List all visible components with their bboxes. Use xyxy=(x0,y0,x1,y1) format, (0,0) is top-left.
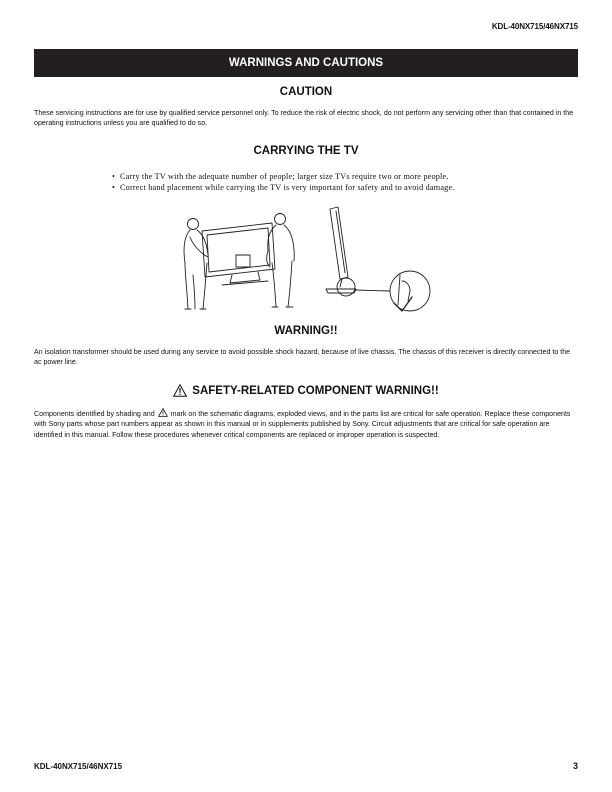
bullet-dot-icon: • xyxy=(112,183,116,193)
footer-model-number: KDL-40NX715/46NX715 xyxy=(34,762,123,771)
section-title: WARNINGS AND CAUTIONS xyxy=(228,57,384,69)
carrying-heading: CARRYING THE TV xyxy=(253,145,359,157)
warning-triangle-icon xyxy=(173,384,187,397)
carrying-bullet-1-text: Carry the TV with the adequate number of people; larger size TVs require two or more people. xyxy=(120,172,449,181)
carrying-bullet-2 xyxy=(112,182,490,193)
caution-text: These servicing instructions are for use by qualified service personnel only. To reduce the risk of electric shock, do not perform any servicing other than that contained in the operating instructions unless you are qualified to do so. xyxy=(34,109,574,128)
hand-placement-detail xyxy=(337,271,430,311)
safety-text xyxy=(34,408,579,440)
warning-text: An isolation transformer should be used during any service to avoid possible shock hazard, because of live chassis. The chassis of this receiver is directly connected to the ac power line. xyxy=(34,348,571,367)
safety-heading-row xyxy=(34,384,578,397)
carrying-bullet-2-text: Correct hand placement while carrying the TV is very important for safety and to avoid damage. xyxy=(120,183,455,193)
carrying-bullet-1 xyxy=(112,171,512,182)
carrying-bullet-list xyxy=(112,171,512,194)
page-number: 3 xyxy=(572,761,578,771)
caution-heading: CAUTION xyxy=(279,86,333,98)
right-person-figure xyxy=(267,214,294,308)
safety-text-part-1: Components identified by shading and xyxy=(34,410,155,418)
section-title-bar xyxy=(34,49,578,77)
safety-text-part-2: mark on the schematic diagrams, exploded views, and in the parts list are critical for safe operation. Replace these components with Sony parts whose part numbers appear as shown in this manual or in supplements published by Sony. Circuit adjustments that are critical for safe operation are identified in this manual. Follow these procedures whenever critical components are replaced or improper operation is suspected. xyxy=(34,410,571,439)
warning-heading: WARNING!! xyxy=(274,325,338,337)
header-model-number: KDL-40NX715/46NX715 xyxy=(491,22,578,31)
carrying-tv-illustration xyxy=(180,205,432,317)
warning-triangle-icon xyxy=(158,408,168,417)
safety-heading: SAFETY-RELATED COMPONENT WARNING!! xyxy=(192,384,439,397)
bullet-dot-icon: • xyxy=(112,172,116,181)
tv-back-view xyxy=(202,223,275,285)
